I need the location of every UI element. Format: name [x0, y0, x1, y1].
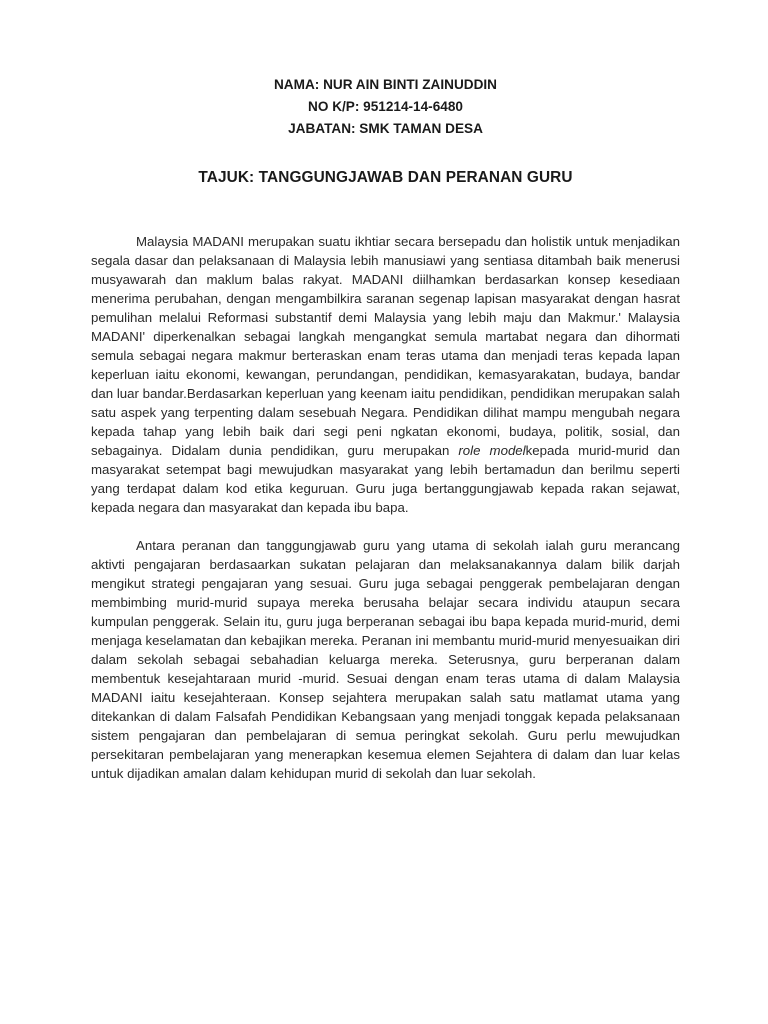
- document-title: TAJUK: TANGGUNGJAWAB DAN PERANAN GURU: [198, 169, 573, 186]
- header-jabatan: JABATAN: SMK TAMAN DESA: [288, 121, 483, 136]
- header-nokp: NO K/P: 951214-14-6480: [308, 99, 463, 114]
- paragraph-1-part-2: kepada murid-murid dan masyarakat setempat bagi mewujudkan masyarakat yang lebih bertamadun dan berilmu seperti yang terdapat dalam kod etika keguruan. Guru juga bertanggungjawab kepada rakan sejawat, kepada negara dan masyarakat dan kepada ibu bapa.: [91, 443, 680, 515]
- paragraph-2-text: Antara peranan dan tanggungjawab guru yang utama di sekolah ialah guru merancang aktivti pengajaran berdasaarkan sukatan pelajaran dan melaksanakannya dalam bilik darjah mengikut strategi pengajaran yang sesuai. Guru juga sebagai penggerak pembelajaran dengan membimbing murid-murid supaya mereka berusaha belajar secara individu ataupun secara kumpulan penggerak. Selain itu, guru juga berperanan sebagai ibu bapa kepada murid-murid, demi menjaga keselamatan dan kebajikan mereka. Peranan ini membantu murid-murid menyesuaikan diri dalam sekolah sebagai sebahadian keluarga mereka. Seterusnya, guru berperanan dalam membentuk kesejahtaraan murid -murid. Sesuai dengan enam teras utama di dalam Malaysia MADANI iaitu kesejahteraan. Konsep sejahtera merupakan salah satu matlamat utama yang ditekankan di dalam Falsafah Pendidikan Kebangsaan yang menjadi tonggak kepada pelaksanaan sistem pengajaran dan pembelajaran di semua peringkat sekolah. Guru perlu mewujudkan persekitaran pembelajaran yang menerapkan kesemua elemen Sejahtera di dalam dan luar kelas untuk dijadikan amalan dalam kehidupan murid di sekolah dan luar sekolah.: [91, 538, 680, 781]
- paragraph-1-italic: role model: [458, 443, 526, 458]
- header-nama: NAMA: NUR AIN BINTI ZAINUDDIN: [273, 77, 497, 92]
- paragraph-2: [91, 536, 680, 783]
- document-body: [91, 232, 680, 783]
- paragraph-1: [91, 232, 680, 517]
- paragraph-1-part-1: Malaysia MADANI merupakan suatu ikhtiar secara bersepadu dan holistik untuk menjadikan segala dasar dan pelaksanaan di Malaysia lebih manusiawi yang sentiasa ditambah baik menerusi musyawarah dan maklum balas rakyat. MADANI diilhamkan berdasarkan konsep kesediaan menerima perubahan, dengan mengambilkira saranan segenap lapisan masyarakat dengan hasrat pemulihan melalui Reformasi substantif demi Malaysia yang lebih maju dan Makmur.' Malaysia MADANI' diperkenalkan sebagai langkah mengangkat semula martabat negara dan dihormati semula sebagai negara makmur berteraskan enam teras utama dan menjadi teras kepada lapan keperluan iaitu ekonomi, kewangan, perundangan, pendidikan, kemasyarakatan, budaya, bandar dan luar bandar.Berdasarkan keperluan yang keenam iaitu pendidikan, pendidikan merupakan salah satu aspek yang terpenting dalam sesebuah Negara. Pendidikan dilihat mampu mengubah negara kepada tahap yang lebih baik dari segi peni ngkatan ekonomi, budaya, politik, sosial, dan sebagainya. Didalam dunia pendidikan, guru merupakan: [91, 234, 680, 458]
